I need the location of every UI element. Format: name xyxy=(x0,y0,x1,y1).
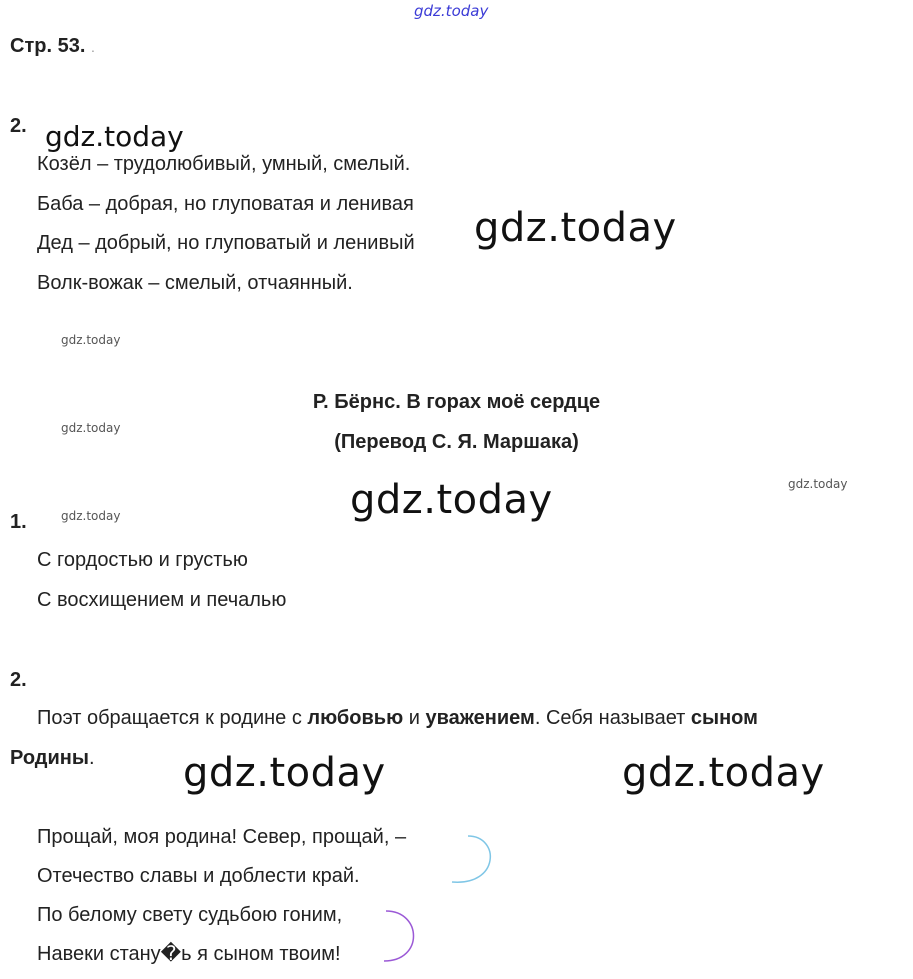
watermark: gdz.today xyxy=(183,750,386,796)
section-number-2a: 2. xyxy=(10,115,27,137)
answer-line: Баба – добрая, но глуповатая и ленивая xyxy=(37,193,414,215)
section-number-2b: 2. xyxy=(10,669,27,691)
answer-line: Волк-вожак – смелый, отчаянный. xyxy=(37,272,353,294)
watermark: gdz.today xyxy=(474,205,677,251)
watermark: gdz.today xyxy=(788,477,848,491)
para-text: и xyxy=(403,707,426,729)
watermark: gdz.today xyxy=(61,509,121,523)
rhyme-arc-blue xyxy=(440,828,500,888)
watermark: gdz.today xyxy=(350,477,553,523)
para-text: . Себя называет xyxy=(534,707,691,729)
page-title xyxy=(10,34,95,59)
answer-paragraph xyxy=(37,706,903,730)
para-bold: сыном xyxy=(690,707,758,729)
rhyme-arc-purple xyxy=(380,905,430,967)
watermark: gdz.today xyxy=(61,421,121,435)
para-bold: любовью xyxy=(307,707,404,729)
para-bold: Родины xyxy=(10,747,89,769)
answer-line: С гордостью и грустью xyxy=(37,549,248,571)
poem-title: Р. Бёрнс. В горах моё сердце xyxy=(312,391,601,413)
watermark: gdz.today xyxy=(45,120,184,153)
page-title-dot: . xyxy=(90,39,95,55)
page-title-text: Стр. 53. xyxy=(10,35,86,57)
verse-line: Прощай, моя родина! Север, прощай, – xyxy=(37,826,407,848)
para-bold: уважением xyxy=(425,707,535,729)
answer-line: Дед – добрый, но глуповатый и ленивый xyxy=(37,232,415,254)
watermark: gdz.today xyxy=(622,750,825,796)
poem-subtitle: (Перевод С. Я. Маршака) xyxy=(334,431,579,453)
section-number-1: 1. xyxy=(10,511,27,533)
verse-line: По белому свету судьбою гоним, xyxy=(37,904,343,926)
para-text: . xyxy=(88,747,95,769)
header-watermark: gdz.today xyxy=(414,2,489,20)
answer-line: С восхищением и печалью xyxy=(37,589,287,611)
watermark: gdz.today xyxy=(61,333,121,347)
para-text: Поэт обращается к родине с xyxy=(37,707,308,729)
verse-line: Навеки стану�ь я сыном твоим! xyxy=(37,943,341,965)
answer-paragraph-cont xyxy=(10,746,95,770)
answer-line: Козёл – трудолюбивый, умный, смелый. xyxy=(37,153,411,175)
verse-line: Отечество славы и доблести край. xyxy=(37,865,360,887)
